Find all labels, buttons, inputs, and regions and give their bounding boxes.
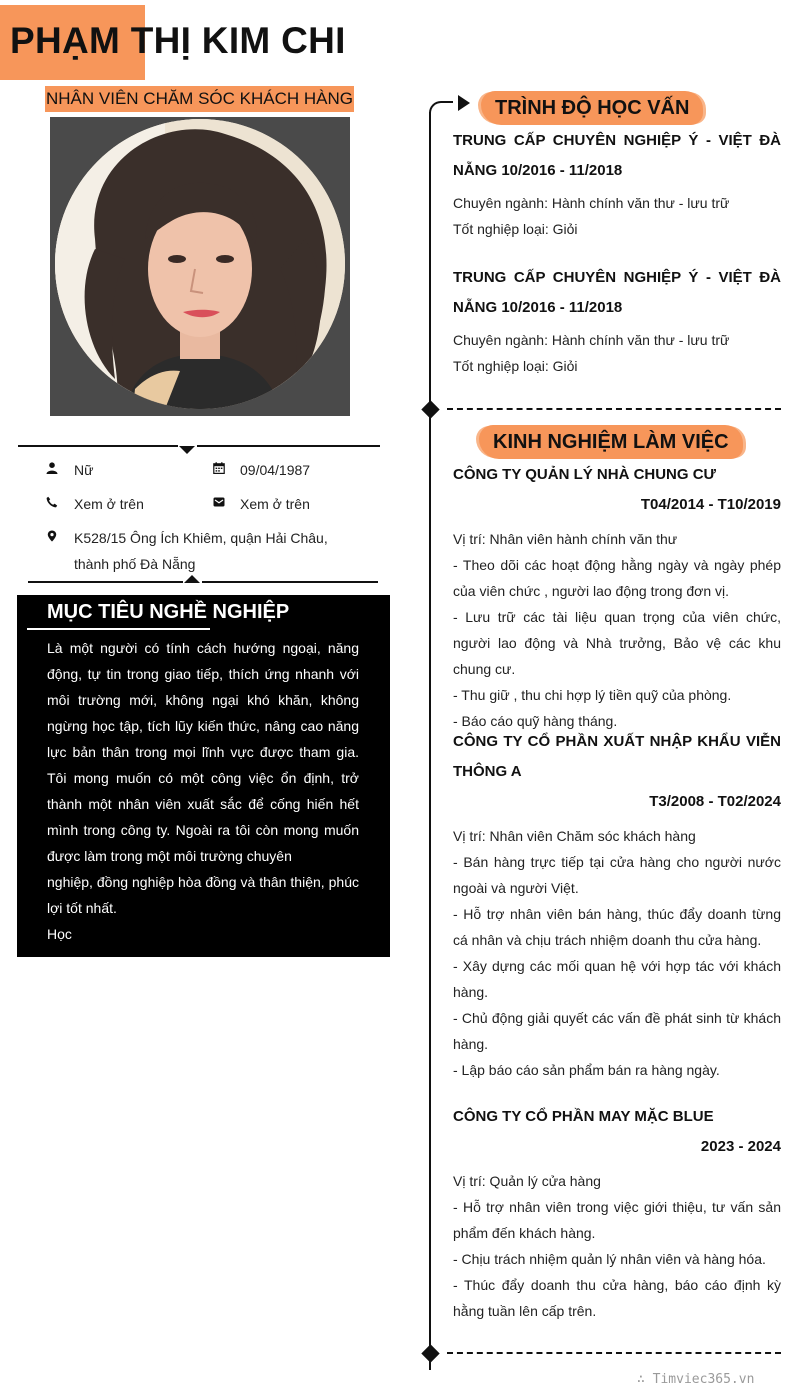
job-duty: - Báo cáo quỹ hàng tháng. (453, 713, 618, 729)
job-duty: - Thúc đẩy doanh thu cửa hàng, báo cáo định kỳ hằng tuần lên cấp trên. (453, 1277, 781, 1319)
phone-value: Xem ở trên (74, 496, 144, 512)
profile-photo (55, 119, 345, 409)
divider-arrow-down (179, 446, 195, 454)
divider-arrow-up (184, 575, 200, 583)
education-item (453, 263, 781, 379)
job-duty: - Hỗ trợ nhân viên trong việc giới thiệu, tư vấn sản phẩm đến khách hàng. (453, 1199, 781, 1241)
job-duty: - Lưu trữ các tài liệu quan trọng của viên chức, người lao động và Nhà trưởng, Bảo vệ các khu chung cư. (453, 609, 781, 677)
job-duty: - Lập báo cáo sản phẩm bán ra hàng ngày. (453, 1062, 720, 1078)
education-heading: TRÌNH ĐỘ HỌC VẤN (481, 91, 703, 125)
gender-value: Nữ (74, 462, 94, 478)
experience-heading: KINH NGHIỆM LÀM VIỆC (479, 425, 743, 459)
job-period: 2023 - 2024 (700, 1138, 781, 1155)
job-duty: - Chủ động giải quyết các vấn đề phát sinh từ khách hàng. (453, 1010, 781, 1052)
company-name: CÔNG TY CỔ PHẦN XUẤT NHẬP KHẨU VIỄN (453, 733, 781, 750)
school-name: TRUNG CẤP CHUYÊN NGHIỆP Ý - VIỆT ĐÀ (453, 132, 781, 149)
education-grade: Tốt nghiệp loại: Giỏi (453, 358, 578, 374)
job-entry (453, 1102, 781, 1324)
watermark: ∴ Timviec365.vn (637, 1372, 755, 1387)
objective-line: lực bản thân trong mọi lĩnh vực được tham gia. (47, 744, 359, 760)
objective-line: Học (47, 926, 72, 942)
divider-bottom-left (28, 581, 183, 583)
objective-line: Tôi mong muốn có một công việc ổn định, trở (47, 770, 359, 786)
calendar-icon (213, 462, 225, 474)
career-objective-panel (17, 595, 390, 957)
education-item (453, 126, 781, 242)
timeline-diamond-2 (421, 1344, 439, 1362)
envelope-icon (213, 496, 225, 508)
divider-top-right (197, 445, 380, 447)
job-duty: - Theo dõi các hoạt động hằng ngày và ngày phép của viên chức , người lao động trong đơn vị. (453, 557, 781, 599)
objective-line: nghiệp, đồng nghiệp hòa đồng và thân thiện, phúc (47, 874, 359, 890)
company-name-cont: THÔNG A (453, 763, 522, 780)
education-major: Chuyên ngành: Hành chính văn thư - lưu trữ (453, 332, 730, 348)
objective-line: lợi tốt nhất. (47, 900, 117, 916)
map-pin-icon (46, 530, 58, 542)
job-position: Vị trí: Nhân viên Chăm sóc khách hàng (453, 828, 696, 844)
job-position: Vị trí: Quản lý cửa hàng (453, 1173, 601, 1189)
address-line-2: thành phố Đà Nẵng (74, 556, 196, 572)
job-period: T3/2008 - T02/2024 (649, 793, 781, 810)
school-period: NẴNG 10/2016 - 11/2018 (453, 162, 623, 179)
phone-icon (46, 496, 58, 508)
profile-photo-frame (50, 117, 350, 416)
timeline-curve (429, 101, 453, 121)
divider-bottom-right (202, 581, 378, 583)
user-icon (46, 462, 58, 474)
education-major: Chuyên ngành: Hành chính văn thư - lưu trữ (453, 195, 730, 211)
school-name: TRUNG CẤP CHUYÊN NGHIỆP Ý - VIỆT ĐÀ (453, 269, 781, 286)
objective-line: môi trường mới, không ngại khó khăn, không (47, 692, 359, 708)
objective-line: động, tự tin trong giao tiếp, thích ứng nhanh với (47, 666, 359, 682)
career-objective-text (47, 635, 359, 947)
education-grade: Tốt nghiệp loại: Giỏi (453, 221, 578, 237)
job-position: Vị trí: Nhân viên hành chính văn thư (453, 531, 678, 547)
school-period: NẴNG 10/2016 - 11/2018 (453, 299, 623, 316)
objective-line: ngừng học tập, tích lũy kiến thức, nâng cao năng (47, 718, 359, 734)
timeline-diamond-1 (421, 400, 439, 418)
email-value: Xem ở trên (240, 496, 310, 512)
company-name: CÔNG TY CỔ PHẦN MAY MẶC BLUE (453, 1108, 714, 1125)
timeline-line (429, 112, 431, 1370)
job-entry (453, 727, 781, 1083)
section-divider-1 (447, 408, 781, 410)
job-title: NHÂN VIÊN CHĂM SÓC KHÁCH HÀNG (45, 86, 354, 112)
candidate-name: PHẠM THỊ KIM CHI (10, 20, 346, 61)
objective-line: Là một người có tính cách hướng ngoại, năng (47, 640, 359, 656)
timeline-arrow-icon (458, 95, 470, 111)
company-name: CÔNG TY QUẢN LÝ NHÀ CHUNG CƯ (453, 466, 717, 483)
objective-line: mình trong công ty. Ngoài ra tôi còn mong muốn (47, 822, 359, 838)
job-duty: - Thu giữ , thu chi hợp lý tiền quỹ của phòng. (453, 687, 732, 703)
birthday-value: 09/04/1987 (240, 462, 311, 478)
job-entry (453, 460, 781, 734)
divider-top-left (18, 445, 178, 447)
career-objective-title: MỤC TIÊU NGHỀ NGHIỆP (47, 601, 290, 623)
objective-line: được làm trong một môi trường chuyên (47, 848, 292, 864)
address-line-1: K528/15 Ông Ích Khiêm, quận Hải Châu, (74, 530, 328, 546)
objective-line: thành một nhân viên xuất sắc để cống hiến hết (47, 796, 359, 812)
job-duty: - Chịu trách nhiệm quản lý nhân viên và hàng hóa. (453, 1251, 766, 1267)
job-duty: - Bán hàng trực tiếp tại cửa hàng cho người nước ngoài và người Việt. (453, 854, 781, 896)
job-duty: - Hỗ trợ nhân viên bán hàng, thúc đẩy doanh từng cá nhân và chịu trách nhiệm doanh thu cửa hàng. (453, 906, 781, 948)
job-period: T04/2014 - T10/2019 (640, 496, 781, 513)
portrait-illustration (55, 119, 345, 409)
section-divider-2 (447, 1352, 781, 1354)
career-objective-underline (27, 628, 210, 630)
job-duty: - Xây dựng các mối quan hệ với hợp tác với khách hàng. (453, 958, 781, 1000)
